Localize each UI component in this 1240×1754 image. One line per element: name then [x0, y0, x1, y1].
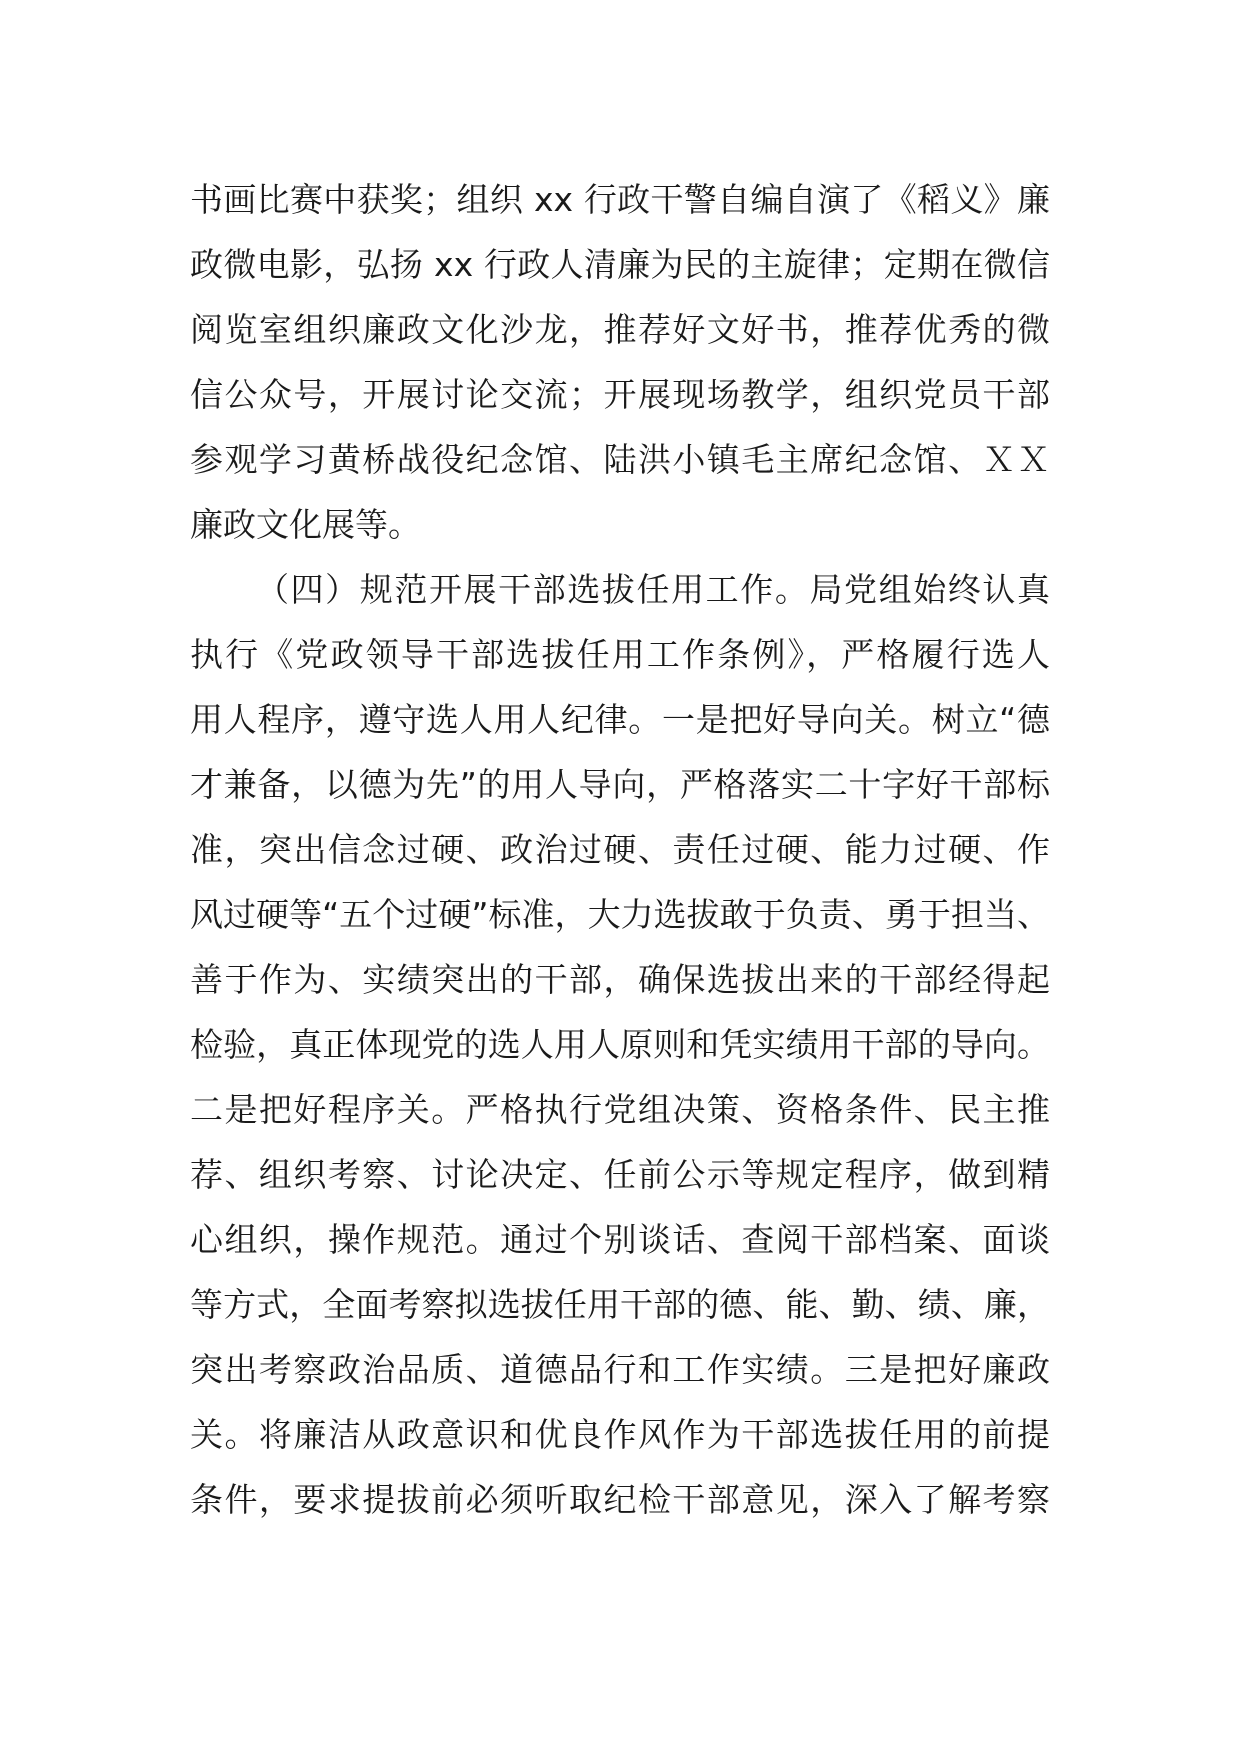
text-line: 突出考察政治品质、道德品行和工作实绩。三是把好廉政 [190, 1350, 1050, 1389]
text-line: 善于作为、实绩突出的干部，确保选拔出来的干部经得起 [190, 960, 1050, 999]
text-line: 风过硬等“五个过硬”标准，大力选拔敢于负责、勇于担当、 [190, 895, 1050, 934]
text-line: 参观学习黄桥战役纪念馆、陆洪小镇毛主席纪念馆、ＸＸ [190, 440, 1050, 479]
text-line: 二是把好程序关。严格执行党组决策、资格条件、民主推 [190, 1090, 1050, 1129]
text-line: 才兼备，以德为先”的用人导向，严格落实二十字好干部标 [190, 765, 1050, 804]
text-line: 阅览室组织廉政文化沙龙，推荐好文好书，推荐优秀的微 [190, 310, 1050, 349]
text-line: 准，突出信念过硬、政治过硬、责任过硬、能力过硬、作 [190, 830, 1050, 869]
text-line: 心组织，操作规范。通过个别谈话、查阅干部档案、面谈 [190, 1220, 1050, 1259]
section-heading-line: （四）规范开展干部选拔任用工作。局党组始终认真 [256, 570, 1050, 609]
text-line: 等方式，全面考察拟选拔任用干部的德、能、勤、绩、廉， [190, 1285, 1050, 1324]
text-line: 用人程序，遵守选人用人纪律。一是把好导向关。树立“德 [190, 700, 1050, 739]
text-line: 廉政文化展等。 [190, 505, 421, 544]
text-line: 政微电影，弘扬 xx 行政人清廉为民的主旋律；定期在微信 [190, 245, 1050, 284]
text-line: 信公众号，开展讨论交流；开展现场教学，组织党员干部 [190, 375, 1050, 414]
body-text [190, 167, 1050, 1532]
text-line: 荐、组织考察、讨论决定、任前公示等规定程序，做到精 [190, 1155, 1050, 1194]
text-line: 书画比赛中获奖；组织 xx 行政干警自编自演了《稻义》廉 [190, 180, 1050, 219]
text-line: 条件，要求提拔前必须听取纪检干部意见，深入了解考察 [190, 1480, 1050, 1519]
text-line: 检验，真正体现党的选人用人原则和凭实绩用干部的导向。 [190, 1025, 1050, 1064]
text-line: 关。将廉洁从政意识和优良作风作为干部选拔任用的前提 [190, 1415, 1050, 1454]
text-line: 执行《党政领导干部选拔任用工作条例》，严格履行选人 [190, 635, 1050, 674]
